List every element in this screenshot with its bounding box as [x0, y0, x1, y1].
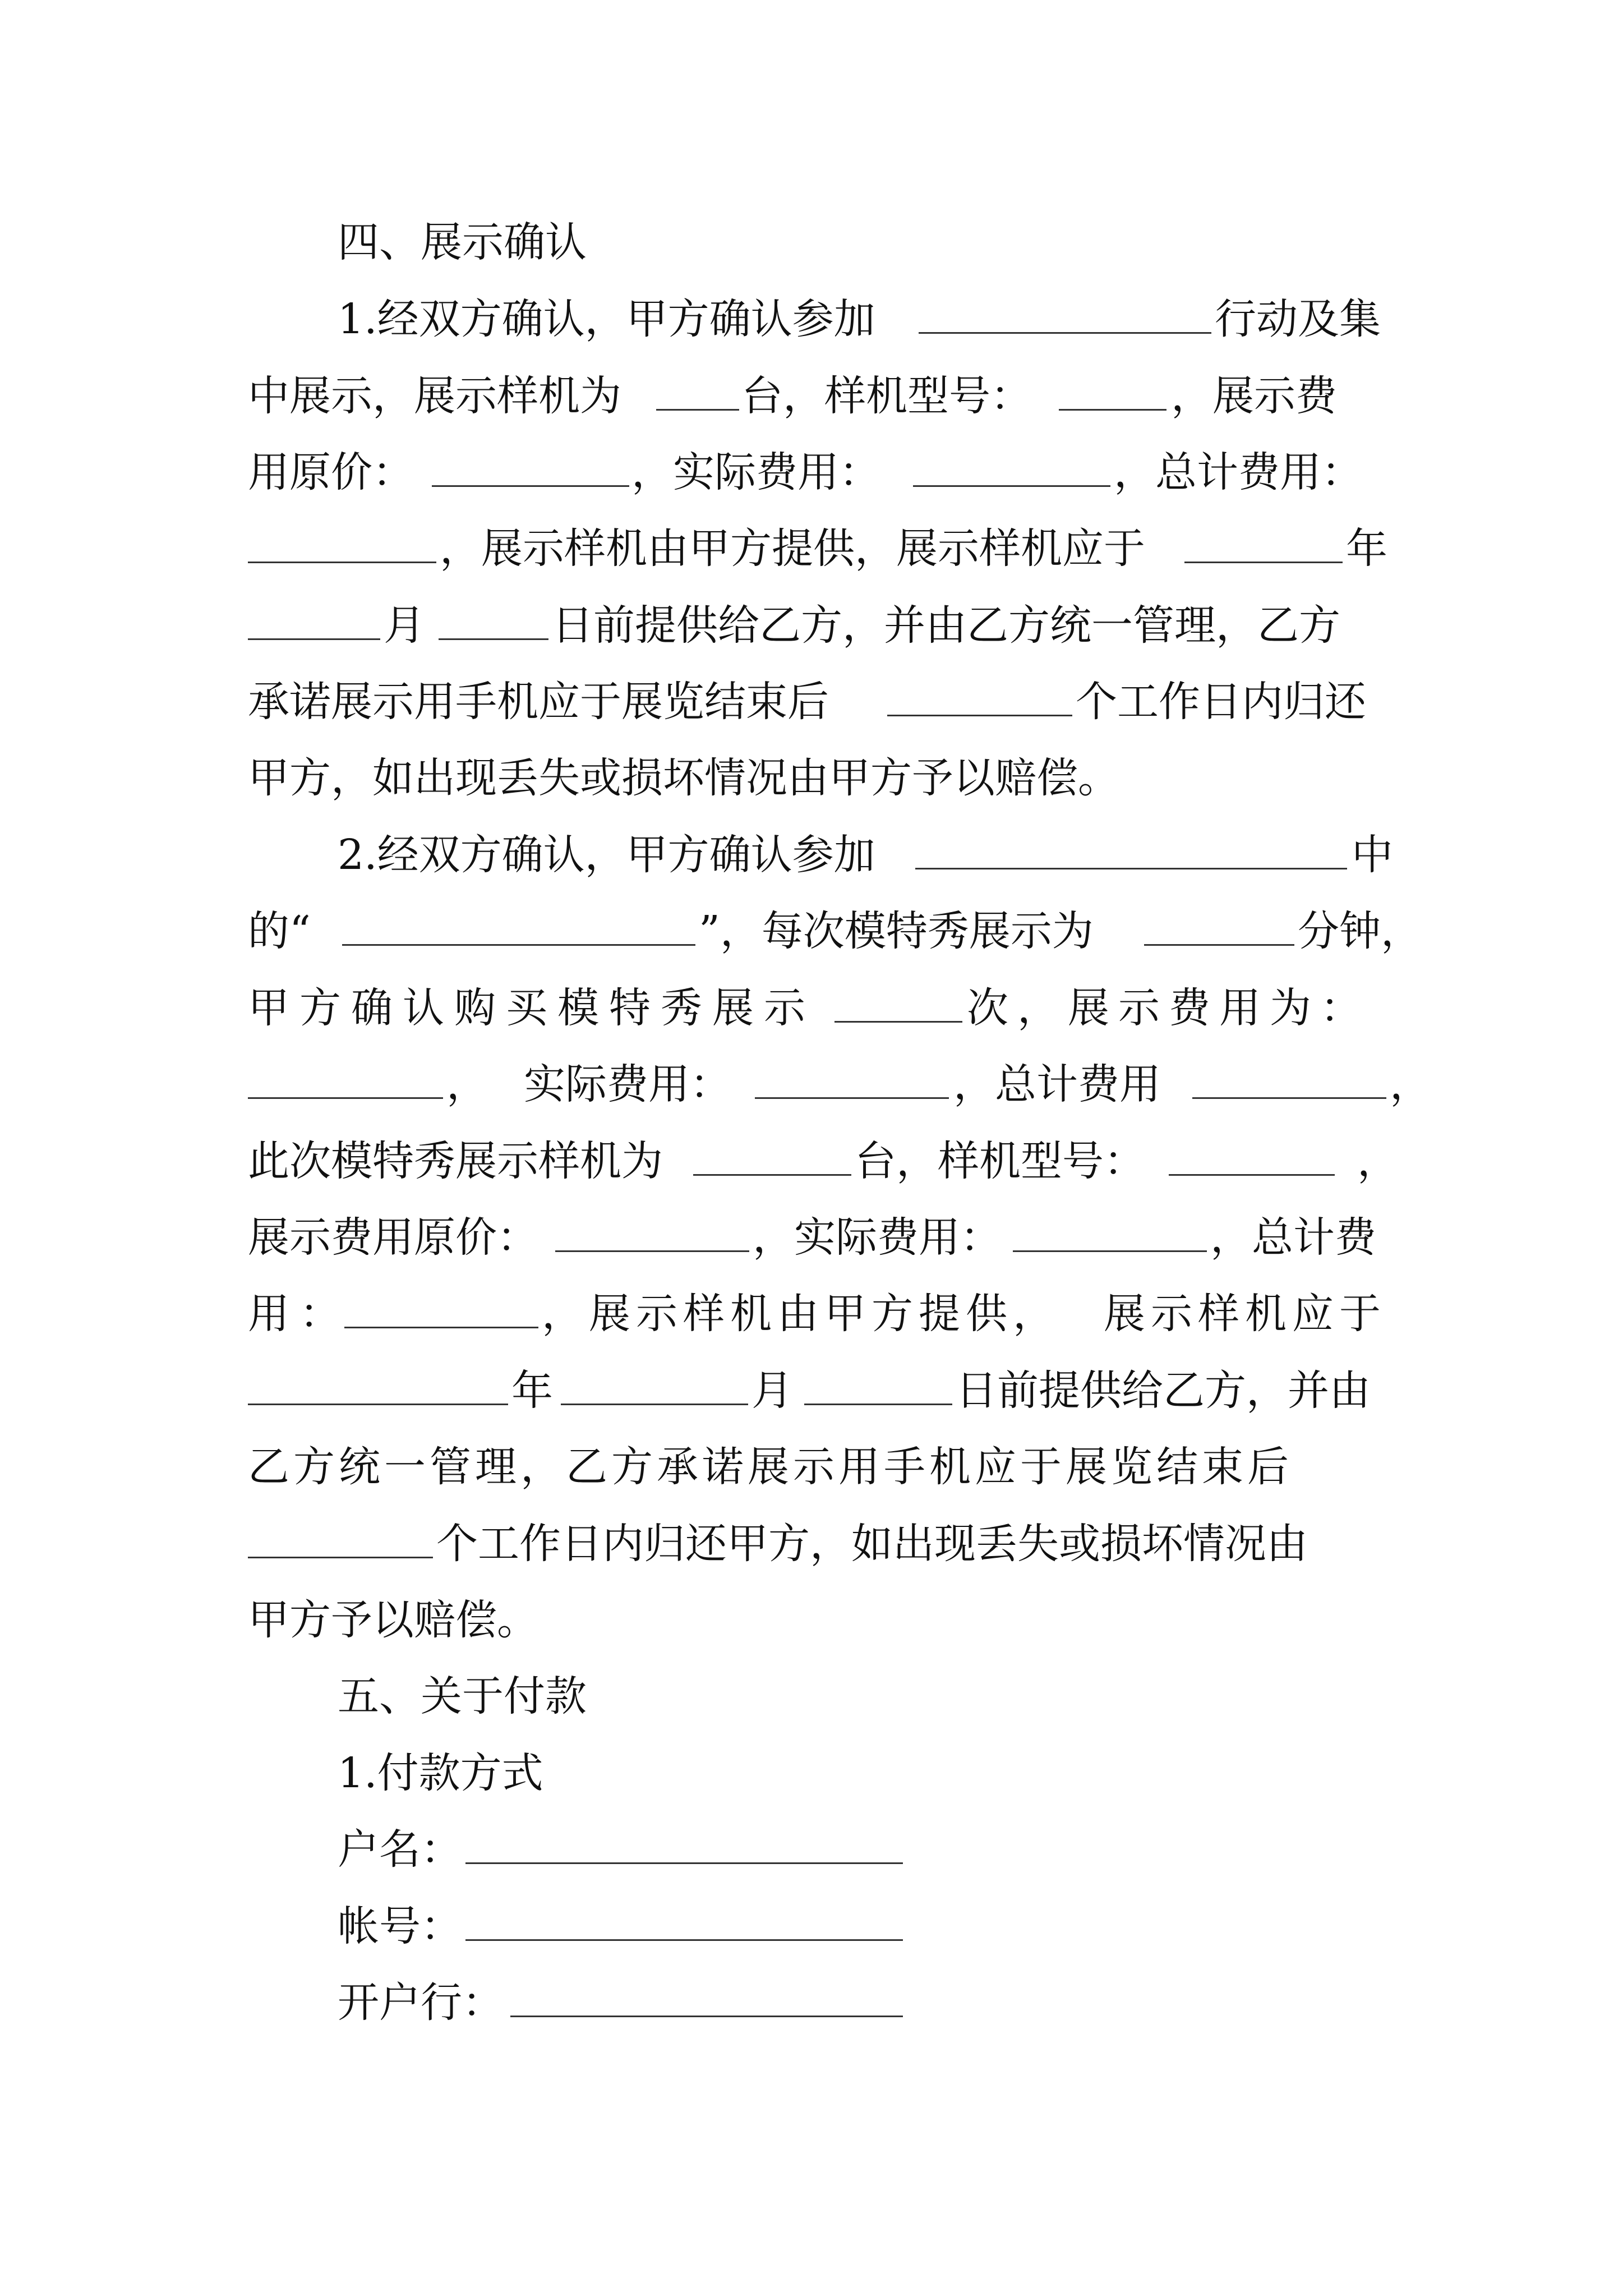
fill-in-blank[interactable] [913, 485, 1110, 487]
text-segment: 1.付款方式 [338, 1749, 543, 1797]
fill-in-blank[interactable] [915, 868, 1347, 869]
text-segment: ，展示样机由甲方提供，展示样机应于 [440, 524, 1145, 573]
text-segment: 年 [1346, 524, 1387, 573]
bank-branch-field[interactable] [510, 2016, 903, 2017]
text-segment: 实际费用： [524, 1060, 731, 1108]
fill-in-blank[interactable] [1169, 1174, 1335, 1176]
bank-branch-label: 开户行： [338, 1978, 504, 2027]
text-segment: 甲方，如出现丢失或损坏情况由甲方予以赔偿。 [248, 754, 1119, 802]
text-segment: 四、展示确认 [338, 218, 587, 266]
fill-in-blank[interactable] [1184, 562, 1343, 563]
paragraph-line [0, 286, 1623, 353]
text-segment: 年 [511, 1366, 553, 1415]
fill-in-blank[interactable] [432, 485, 629, 487]
subsection-heading [0, 1740, 1623, 1807]
fill-in-blank[interactable] [344, 1327, 538, 1328]
text-segment: ，总计费用 [953, 1060, 1161, 1108]
account-name-row [0, 1816, 1623, 1883]
paragraph-line [0, 362, 1623, 430]
text-segment: ，实际费用： [753, 1213, 1002, 1262]
fill-in-blank[interactable] [248, 562, 436, 563]
fill-in-blank[interactable] [248, 638, 380, 640]
fill-in-blank[interactable] [1192, 1097, 1386, 1099]
fill-in-blank[interactable] [693, 1174, 851, 1176]
text-segment: 展示费用原价： [248, 1213, 538, 1262]
text-segment: 行动及集 [1215, 295, 1381, 343]
account-number-row [0, 1893, 1623, 1960]
paragraph-line [0, 744, 1623, 812]
fill-in-blank[interactable] [887, 715, 1072, 716]
text-segment: 中 [1352, 831, 1393, 879]
paragraph-line [0, 1128, 1623, 1195]
text-segment: 台，样机型号： [741, 372, 1032, 420]
text-segment: ，展示费 [1171, 372, 1337, 420]
fill-in-blank[interactable] [555, 1250, 749, 1252]
text-segment: 此次模特秀展示样机为 [248, 1137, 663, 1185]
paragraph-line [0, 1510, 1623, 1577]
text-segment: ， [1357, 1137, 1399, 1185]
paragraph-line [0, 515, 1623, 582]
text-segment: 次，展示费用为： [967, 984, 1371, 1032]
paragraph-line [0, 1433, 1623, 1501]
text-segment: ， [446, 1060, 488, 1108]
text-segment: 承诺展示用手机应于展览结束后 [248, 678, 829, 726]
fill-in-blank[interactable] [834, 1021, 962, 1023]
text-segment: ，总计费用： [1114, 448, 1363, 496]
account-number-label: 帐号： [338, 1902, 462, 1950]
text-segment: 月 [384, 601, 425, 650]
text-segment: 个工作日内归还甲方，如出现丢失或损坏情况由 [436, 1520, 1308, 1568]
account-name-label: 户名： [338, 1825, 462, 1874]
section-heading-4 [0, 209, 1623, 276]
fill-in-blank[interactable] [755, 1097, 949, 1099]
fill-in-blank[interactable] [1144, 944, 1294, 946]
text-segment: ，实际费用： [631, 448, 880, 496]
text-segment: 乙方统一管理，乙方承诺展示用手机应于展览结束后 [248, 1443, 1293, 1491]
section-heading-5 [0, 1663, 1623, 1730]
paragraph-line [0, 1357, 1623, 1424]
fill-in-blank[interactable] [561, 1404, 748, 1405]
account-name-field[interactable] [465, 1862, 903, 1864]
fill-in-blank[interactable] [804, 1404, 952, 1405]
paragraph-line [0, 898, 1623, 965]
text-segment: 2.经双方确认，甲方确认参加 [338, 831, 875, 879]
text-segment: 用原价： [248, 448, 414, 496]
paragraph-line [0, 668, 1623, 735]
paragraph-line [0, 974, 1623, 1042]
paragraph-line [0, 1051, 1623, 1118]
text-segment: 中展示，展示样机为 [248, 372, 621, 420]
fill-in-blank[interactable] [342, 944, 695, 946]
text-segment: 的“ [248, 907, 311, 955]
fill-in-blank[interactable] [1013, 1250, 1207, 1252]
fill-in-blank[interactable] [656, 409, 739, 411]
text-segment: 个工作日内归还 [1076, 678, 1366, 726]
fill-in-blank[interactable] [248, 1404, 508, 1405]
text-segment: ，展示样机由甲方提供， [542, 1290, 1060, 1338]
text-segment: 甲方确认购买模特秀展示 [248, 984, 815, 1032]
text-segment: ， [1390, 1060, 1431, 1108]
text-segment: 台，样机型号： [855, 1137, 1145, 1185]
text-segment: 甲方予以赔偿。 [248, 1596, 538, 1644]
text-segment: ”，每次模特秀展示为 [699, 907, 1094, 955]
paragraph-line [0, 1586, 1623, 1654]
paragraph-line [0, 1204, 1623, 1271]
fill-in-blank[interactable] [919, 332, 1211, 334]
bank-branch-row [0, 1969, 1623, 2036]
text-segment: 分钟， [1298, 907, 1422, 955]
paragraph-line [0, 592, 1623, 659]
fill-in-blank[interactable] [439, 638, 548, 640]
account-number-field[interactable] [465, 1939, 903, 1941]
fill-in-blank[interactable] [248, 1557, 433, 1558]
text-segment: 用： [248, 1290, 351, 1338]
text-segment: 1.经双方确认，甲方确认参加 [338, 295, 875, 343]
fill-in-blank[interactable] [248, 1097, 443, 1099]
text-segment: 日前提供给乙方，并由 [956, 1366, 1371, 1415]
text-segment: 五、关于付款 [338, 1672, 587, 1720]
fill-in-blank[interactable] [1059, 409, 1166, 411]
paragraph-line [0, 439, 1623, 506]
text-segment: 展示样机应于 [1104, 1290, 1386, 1338]
text-segment: 日前提供给乙方，并由乙方统一管理，乙方 [552, 601, 1340, 650]
text-segment: ，总计费 [1210, 1213, 1376, 1262]
paragraph-line [0, 821, 1623, 889]
text-segment: 月 [751, 1366, 793, 1415]
paragraph-line [0, 1280, 1623, 1347]
